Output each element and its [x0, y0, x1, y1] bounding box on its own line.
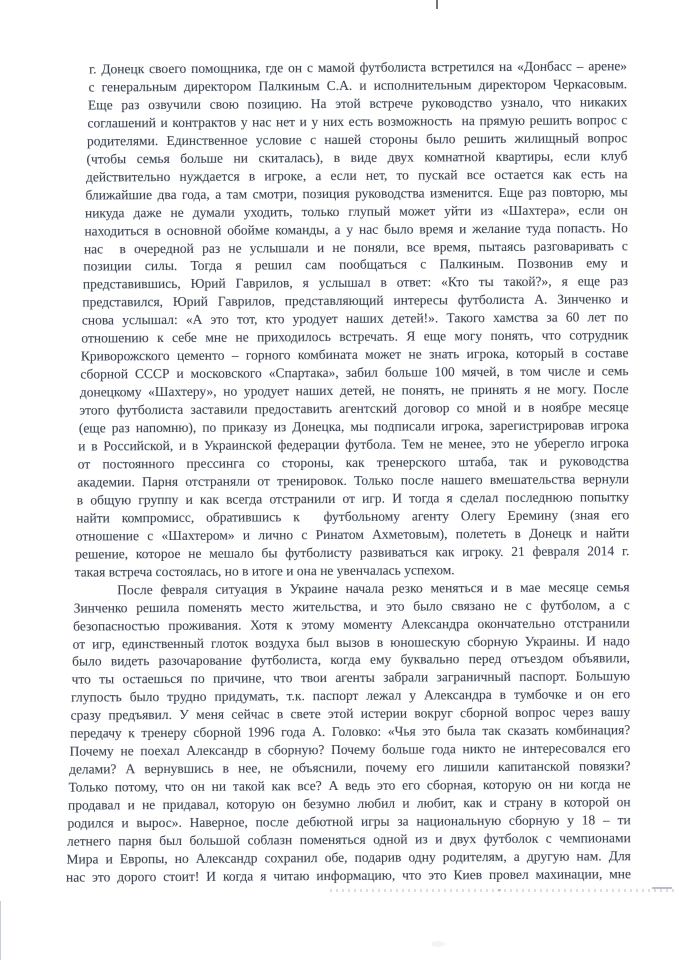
text-line-content: позиции силы. Тогда я решил сам пообщаться с Палкиным. Позвонив ему и [83, 255, 629, 274]
text-line-content: соглашений и контрактов у нас нет и у них есть возможность на прямую решить вопрос с [87, 112, 628, 131]
text-line-content: Мира и Европы, но Александр сохранил обе, подарив одну родителям, а другую нам. Для [66, 848, 631, 867]
text-line-content: ближайшие два года, а там смотри, позиция руководства изменится. Еще раз повторю, мы [85, 183, 628, 203]
text-line [75, 542, 629, 563]
text-line-content: Только потому, что он ни такой как все? А ведь это его сборная, которую он ни когда не [68, 776, 631, 795]
text-line-content: отношению к себе мне не приходилось встречать. Я еще могу понять, что сотрудник [81, 327, 629, 346]
text-line-content: в общую группу и как всегда отстранили от игр. И тогда я сделал последнюю попытку [76, 489, 630, 508]
text-line-content: представился, Юрий Гаврилов, представляющий интересы футболиста А. Зинченко и [82, 291, 629, 310]
document-text-block [0, 57, 679, 887]
text-line-content: Зинченко решила поменять место жительства, и это было связано не с футболом, а с [73, 596, 630, 616]
text-line [66, 865, 631, 886]
text-line-content: действительно нуждается в игроке, а если нет, то пускай все остается как есть на [85, 165, 628, 185]
scan-artifact-smudge [431, 941, 445, 947]
text-line-content: (еще раз напомню), по приказу из Донецка, мы подписали игрока, зарегистрировав игрока [78, 417, 629, 436]
text-line-content: найти компромисс, обратившись к футбольному агенту Олегу Еремину (зная его [76, 506, 630, 526]
scan-artifact-noise-band [330, 889, 678, 892]
text-line-content: академии. Парня отстраняли от тренировок. Только после нашего вмешательства вернули [77, 471, 630, 490]
text-line-content: Криворожского цементо – горного комбината может не знать игрока, который в составе [80, 345, 629, 364]
text-line-content: сразу предъявил. У меня сейчас в свете этой истерии вокруг сборной вопрос через вашу [70, 704, 631, 723]
text-line-content: такая встреча состоялась, но в итоге и она не увенчалась успехом. [74, 561, 455, 580]
text-line-content: сборной СССР и московского «Спартака», забил больше 100 мячей, в том числе и семь [80, 363, 629, 382]
text-line-content: передачу к тренеру сборной 1996 года А. Головко: «Чья это была так сказать комбинация? [70, 722, 631, 741]
text-line-content: родителями. Единственное условие с нашей стороны было решить жилищный вопрос [86, 129, 628, 149]
text-line-content: Почему не поехал Александр в сборную? Почему больше года никто не интересовался его [69, 740, 631, 759]
scan-artifact-noise-dash [652, 887, 672, 889]
text-line-content: донецкому «Шахтеру», но уродует наших детей, не понять, не принять я не могу. После [79, 381, 629, 400]
text-line-content: что ты остаешься по причине, что твои агенты забрали заграничный паспорт. Большую [71, 668, 631, 687]
scan-artifact-left-edge [0, 901, 1, 960]
text-line-content: и в Российской, и в Украинской федерации футбола. Тем не менее, это не уберегло игрока [78, 435, 629, 454]
text-line-content: делами? А вернувшись в нее, не объяснили, почему его лишили капитанской повязки? [69, 758, 631, 777]
text-line-content: продавал и не придавал, которую он безумно любил и любит, как и страну в которой он [67, 794, 631, 813]
text-line-content: от игр, единственный глоток воздуха был вызов в юношескую сборную Украины. И надо [72, 632, 630, 652]
text-line-content: (чтобы семья больше ни скиталась), в виде двух комнатной квартиры, если клуб [86, 147, 628, 167]
text-line-content: родился и вырос». Наверное, после дебютной игры за национальную сборную у 18 – ти [67, 812, 631, 831]
text-line-content: Еще раз озвучили свою позицию. На этой встрече руководство узнало, что никаких [87, 94, 628, 113]
text-line-content: с генеральным директором Палкиным С.А. и исполнительным директором Черкасовым. [88, 76, 628, 95]
text-line-content: глупость было трудно придумать, т.к. паспорт лежал у Александра в тумбочке и он его [71, 686, 631, 705]
text-line-content: нас в очередной раз не услышали и не поняли, все время, пытаясь разговаривать с [83, 237, 628, 257]
text-line-content: отношение с «Шахтером» и лично с Ринатом Ахметовым), полететь в Донецк и найти [75, 524, 630, 544]
text-line-content: г. Донецк своего помощника, где он с мамой футболиста встретился на «Донбасс – арене» [89, 58, 628, 77]
scan-artifact-noise-dot [498, 889, 501, 891]
text-line-content: этого футболиста заставили предоставить агентский договор со мной и в ноябре месяце [79, 399, 629, 418]
text-line-content: летнего парня был большой соблазн поменяться одной из и двух футболок с чемпионами [66, 830, 631, 849]
text-line-content: находиться в основной обойме команды, а у нас было время и желание туда попасть. Но [84, 219, 628, 239]
text-line-content: снова услышал: «А это тот, кто уродует наших детей!». Такого хамства за 60 лет по [81, 309, 629, 328]
text-line-content: решение, которое не мешало бы футболисту развиваться как игроку. 21 февраля 2014 г. [75, 542, 630, 562]
text-line-content: от постоянного прессинга со стороны, как тренерского штаба, так и руководства [77, 453, 629, 472]
text-line-content: представившись, Юрий Гаврилов, я услышал в ответ: «Кто ты такой?», я еще раз [82, 273, 629, 292]
text-line-content: было видеть разочарование футболиста, когда ему буквально перед отъездом объявили, [72, 650, 630, 670]
text-line-content: После февраля ситуация в Украине начала резко меняться и в мае месяце семья [117, 578, 630, 597]
text-line-content: безопасностью проживания. Хотя к этому моменту Александра окончательно отстранили [73, 614, 630, 634]
scan-artifact-top-tick [436, 0, 438, 9]
text-line-content: нас это дорого стоит! И когда я читаю информацию, что это Киев провел махинации, мне [65, 866, 632, 885]
text-line-content: никуда даже не думали уходить, только глупый может уйти из «Шахтера», если он [84, 201, 628, 221]
